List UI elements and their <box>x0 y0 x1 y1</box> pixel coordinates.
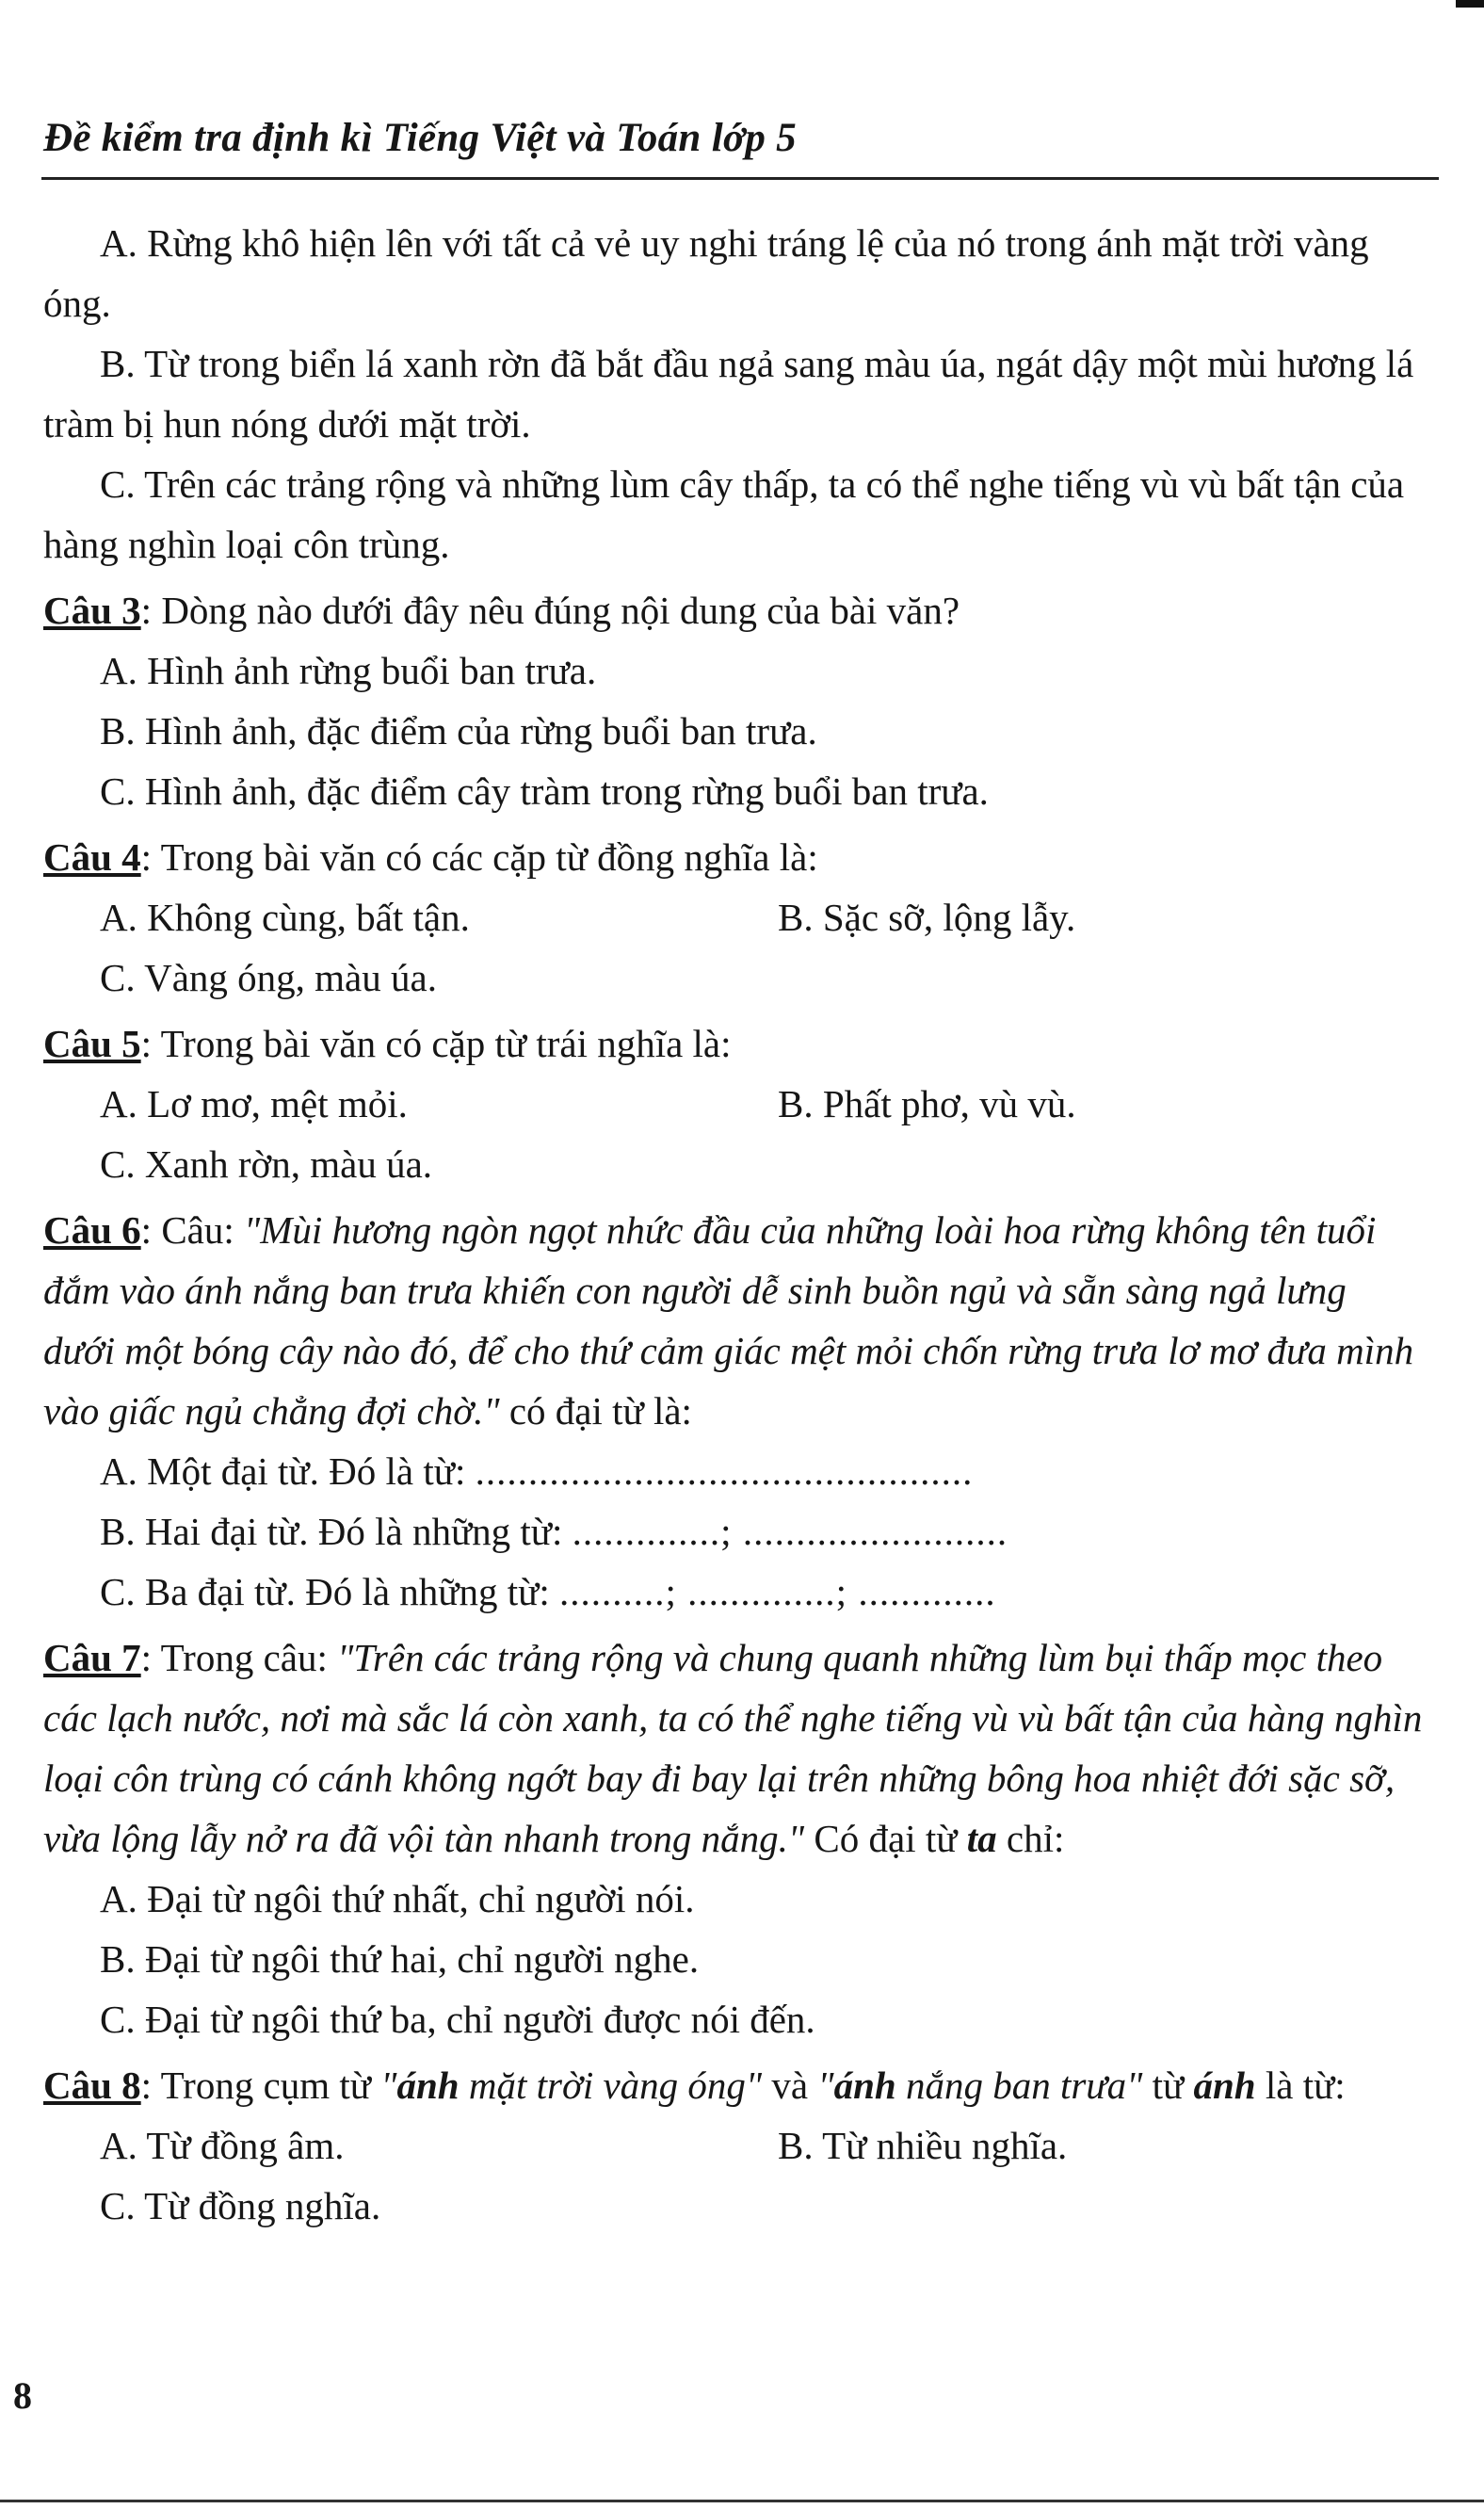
question-5 <box>43 1013 1428 1074</box>
q4-option-c: C. Vàng óng, màu úa. <box>100 956 437 999</box>
question-3-text: : Dòng nào dưới đây nêu đúng nội dung của bài văn? <box>140 589 960 632</box>
question-7 <box>43 1627 1428 1869</box>
q8-option-b: B. Từ nhiều nghĩa. <box>778 2124 1068 2167</box>
page-number: 8 <box>13 2374 32 2417</box>
question-7-prefix: : Trong câu: <box>140 1636 338 1679</box>
question-8-and: và <box>762 2064 818 2107</box>
header-rule <box>41 177 1439 180</box>
q5-option-c: C. Xanh rờn, màu úa. <box>100 1142 433 1186</box>
question-7-word: ta <box>966 1817 997 1860</box>
q8-options-row <box>43 2115 1428 2176</box>
question-7-mid: Có đại từ <box>804 1817 967 1860</box>
question-7-quote: "Trên các trảng rộng và chung quanh những lùm bụi thấp mọc theo các lạch nước, nơi mà sắc lá còn xanh, ta có thể nghe tiếng vù vù bất tận của hàng nghìn loại côn trùng có cánh không ngớt bay đi bay lại trên những bông hoa nhiệt đới sặc sỡ, vừa lộng lẫy nở ra đã vội tàn nhanh trong nắng." <box>43 1636 1423 1860</box>
question-4 <box>43 827 1428 887</box>
q8-option-c: C. Từ đồng nghĩa. <box>100 2184 381 2227</box>
q5-options-row <box>43 1074 1428 1134</box>
question-3 <box>43 580 1428 640</box>
q6-option-c-text: C. Ba đại từ. Đó là những từ: <box>100 1570 560 1613</box>
q4-option-b: B. Sặc sỡ, lộng lẫy. <box>778 896 1076 939</box>
q6-option-a-blank: ............................................... <box>475 1449 974 1493</box>
q3-option-a: A. Hình ảnh rừng buổi ban trưa. <box>100 649 597 692</box>
corner-mark <box>1456 0 1484 8</box>
question-7-label: Câu 7 <box>43 1636 141 1679</box>
q4-options-row <box>43 887 1428 947</box>
question-8-word: ánh <box>1193 2064 1256 2107</box>
q5-option-b: B. Phất phơ, vù vù. <box>778 1082 1076 1125</box>
question-8-mid: từ <box>1142 2064 1194 2107</box>
question-6-quote: "Mùi hương ngòn ngọt nhức đầu của những loài hoa rừng không tên tuổi đắm vào ánh nắng ban trưa khiến con người dễ sinh buồn ngủ và sẵn sàng ngả lưng dưới một bóng cây nào đó, để cho thứ cảm giác mệt mỏi chốn rừng trưa lơ mơ đưa mình vào giấc ngủ chẳng đợi chờ." <box>43 1208 1414 1433</box>
question-8-suffix: là từ: <box>1255 2064 1346 2107</box>
question-5-text: : Trong bài văn có cặp từ trái nghĩa là: <box>140 1022 732 1065</box>
page-header: Đề kiểm tra định kì Tiếng Việt và Toán lớp 5 <box>43 116 797 160</box>
question-7-suffix: chỉ: <box>996 1817 1065 1860</box>
question-6-prefix: : Câu: <box>140 1208 244 1252</box>
bottom-rule <box>0 2500 1484 2502</box>
q7-option-c: C. Đại từ ngôi thứ ba, chỉ người được nói đến. <box>100 1998 815 2041</box>
question-6 <box>43 1200 1428 1441</box>
question-8-phrase-1-open: " <box>380 2064 397 2107</box>
q6-option-c-blank: ..........; ..............; ............. <box>559 1570 996 1613</box>
question-4-text: : Trong bài văn có các cặp từ đồng nghĩa là: <box>140 835 818 879</box>
question-8-phrase-1-bold: ánh <box>396 2064 460 2107</box>
question-8-phrase-2-bold: ánh <box>833 2064 896 2107</box>
q6-option-a <box>43 1441 1428 1501</box>
question-8 <box>43 2055 1428 2115</box>
question-8-phrase-1-rest: mặt trời vàng óng" <box>459 2064 763 2107</box>
q2-option-c: C. Trên các trảng rộng và những lùm cây thấp, ta có thể nghe tiếng vù vù bất tận của hàng nghìn loại côn trùng. <box>43 462 1405 566</box>
q2-option-a: A. Rừng khô hiện lên với tất cả vẻ uy nghi tráng lệ của nó trong ánh mặt trời vàng óng. <box>43 221 1369 325</box>
question-8-label: Câu 8 <box>43 2064 141 2107</box>
question-8-phrase-1 <box>380 2064 762 2107</box>
question-6-suffix: có đại từ là: <box>499 1389 692 1433</box>
q6-option-b <box>43 1501 1428 1562</box>
q7-option-b: B. Đại từ ngôi thứ hai, chỉ người nghe. <box>100 1937 700 1981</box>
q6-option-a-text: A. Một đại từ. Đó là từ: <box>100 1449 476 1493</box>
q6-option-b-text: B. Hai đại từ. Đó là những từ: <box>100 1510 573 1553</box>
question-8-prefix: : Trong cụm từ <box>140 2064 381 2107</box>
q6-option-c <box>43 1562 1428 1622</box>
question-3-label: Câu 3 <box>43 589 141 632</box>
q4-option-a: A. Không cùng, bất tận. <box>100 896 470 939</box>
question-5-label: Câu 5 <box>43 1022 141 1065</box>
q5-option-a: A. Lơ mơ, mệt mỏi. <box>100 1082 408 1125</box>
q3-option-b: B. Hình ảnh, đặc điểm của rừng buổi ban trưa. <box>100 709 817 753</box>
q8-option-a: A. Từ đồng âm. <box>100 2124 345 2167</box>
question-6-label: Câu 6 <box>43 1208 141 1252</box>
q2-option-b: B. Từ trong biển lá xanh rờn đã bắt đầu ngả sang màu úa, ngát dậy một mùi hương lá tràm bị hun nóng dưới mặt trời. <box>43 342 1414 445</box>
question-8-phrase-2 <box>817 2064 1142 2107</box>
q6-option-b-blank: ..............; ......................... <box>572 1510 1008 1553</box>
q7-option-a: A. Đại từ ngôi thứ nhất, chỉ người nói. <box>100 1877 695 1920</box>
question-8-phrase-2-open: " <box>817 2064 834 2107</box>
q3-option-c: C. Hình ảnh, đặc điểm cây tràm trong rừng buổi ban trưa. <box>100 769 989 813</box>
question-4-label: Câu 4 <box>43 835 141 879</box>
question-8-phrase-2-rest: nắng ban trưa" <box>895 2064 1143 2107</box>
page-content <box>43 213 1428 2236</box>
